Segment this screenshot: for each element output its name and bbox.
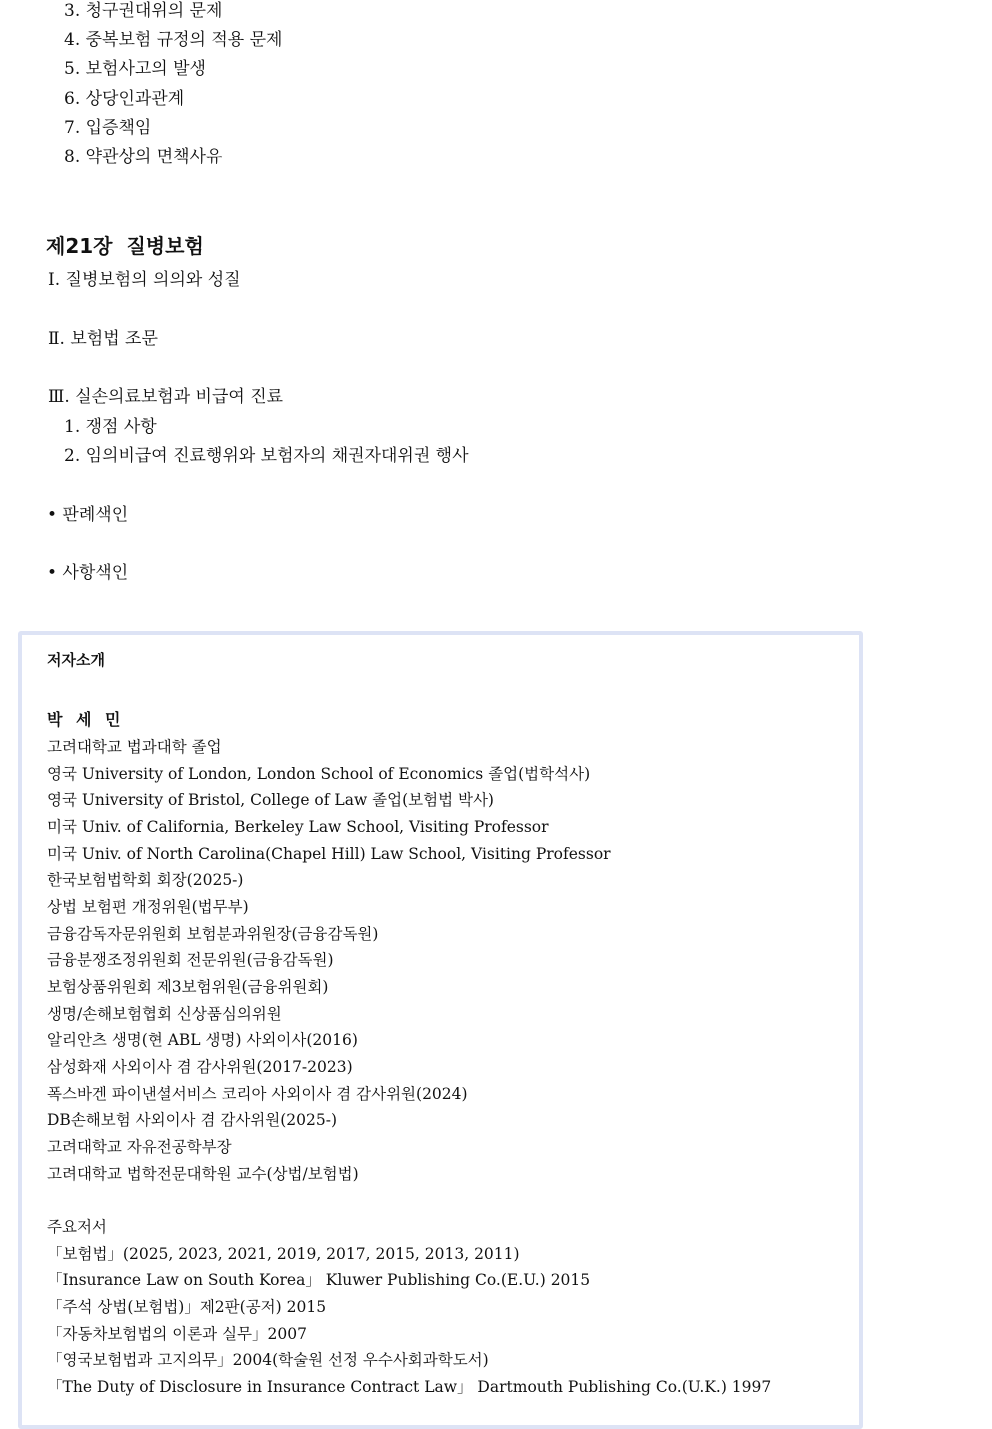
work-line: 「자동차보험법의 이론과 실무」2007 (47, 1325, 307, 1343)
work-line: 「The Duty of Disclosure in Insurance Contract Law」 Dartmouth Publishing Co.(U.K.) 1997 (47, 1378, 772, 1396)
work-line: 「보험법」(2025, 2023, 2021, 2019, 2017, 2015, 2013, 2011) (47, 1245, 520, 1263)
toc-index: • 판례색인 (47, 505, 129, 525)
chapter-number: 제21장 (46, 234, 113, 258)
toc-item: 5. 보험사고의 발생 (64, 59, 206, 79)
author-name: 박 세 민 (47, 710, 125, 729)
toc-item: 8. 약관상의 면책사유 (64, 147, 223, 167)
toc-section: Ⅱ. 보험법 조문 (48, 329, 158, 349)
toc-item: 7. 입증책임 (64, 118, 152, 138)
career-line: 미국 Univ. of North Carolina(Chapel Hill) Law School, Visiting Professor (47, 845, 611, 863)
career-line: 고려대학교 법과대학 졸업 (47, 738, 222, 756)
career-line: 영국 University of Bristol, College of Law 졸업(보험법 박사) (47, 791, 494, 809)
chapter-heading (46, 233, 204, 259)
toc-section: Ⅲ. 실손의료보험과 비급여 진료 (48, 387, 284, 407)
career-line: 폭스바겐 파이낸셜서비스 코리아 사외이사 겸 감사위원(2024) (47, 1085, 468, 1103)
toc-item: 6. 상당인과관계 (64, 89, 185, 109)
career-line: 고려대학교 법학전문대학원 교수(상법/보험법) (47, 1165, 359, 1183)
chapter-title: 질병보험 (126, 234, 204, 258)
toc-item: 3. 청구권대위의 문제 (64, 1, 223, 21)
work-line: 「주석 상법(보험법)」제2판(공저) 2015 (47, 1298, 327, 1316)
career-line: 삼성화재 사외이사 겸 감사위원(2017-2023) (47, 1058, 353, 1076)
career-line: 한국보험법학회 회장(2025-) (47, 871, 244, 889)
toc-index: • 사항색인 (47, 563, 129, 583)
career-line: 영국 University of London, London School of Economics 졸업(법학석사) (47, 765, 591, 783)
career-line: 보험상품위원회 제3보험위원(금융위원회) (47, 978, 329, 996)
career-line: 알리안츠 생명(현 ABL 생명) 사외이사(2016) (47, 1031, 358, 1049)
career-line: 고려대학교 자유전공학부장 (47, 1138, 232, 1156)
career-line: 미국 Univ. of California, Berkeley Law School, Visiting Professor (47, 818, 549, 836)
career-line: 금융감독자문위원회 보험분과위원장(금융감독원) (47, 925, 379, 943)
career-line: 금융분쟁조정위원회 전문위원(금융감독원) (47, 951, 334, 969)
works-heading: 주요저서 (47, 1218, 107, 1236)
work-line: 「Insurance Law on South Korea」 Kluwer Publishing Co.(E.U.) 2015 (47, 1271, 591, 1289)
toc-section: Ⅰ. 질병보험의 의의와 성질 (48, 270, 241, 290)
toc-item: 1. 쟁점 사항 (64, 417, 157, 437)
author-box-title: 저자소개 (47, 651, 105, 669)
career-line: DB손해보험 사외이사 겸 감사위원(2025-) (47, 1111, 338, 1129)
work-line: 「영국보험법과 고지의무」2004(학술원 선정 우수사회과학도서) (47, 1351, 489, 1369)
toc-item: 2. 임의비급여 진료행위와 보험자의 채권자대위권 행사 (64, 446, 469, 466)
toc-item: 4. 중복보험 규정의 적용 문제 (64, 30, 283, 50)
career-line: 생명/손해보험협회 신상품심의위원 (47, 1005, 282, 1023)
career-line: 상법 보험편 개정위원(법무부) (47, 898, 249, 916)
